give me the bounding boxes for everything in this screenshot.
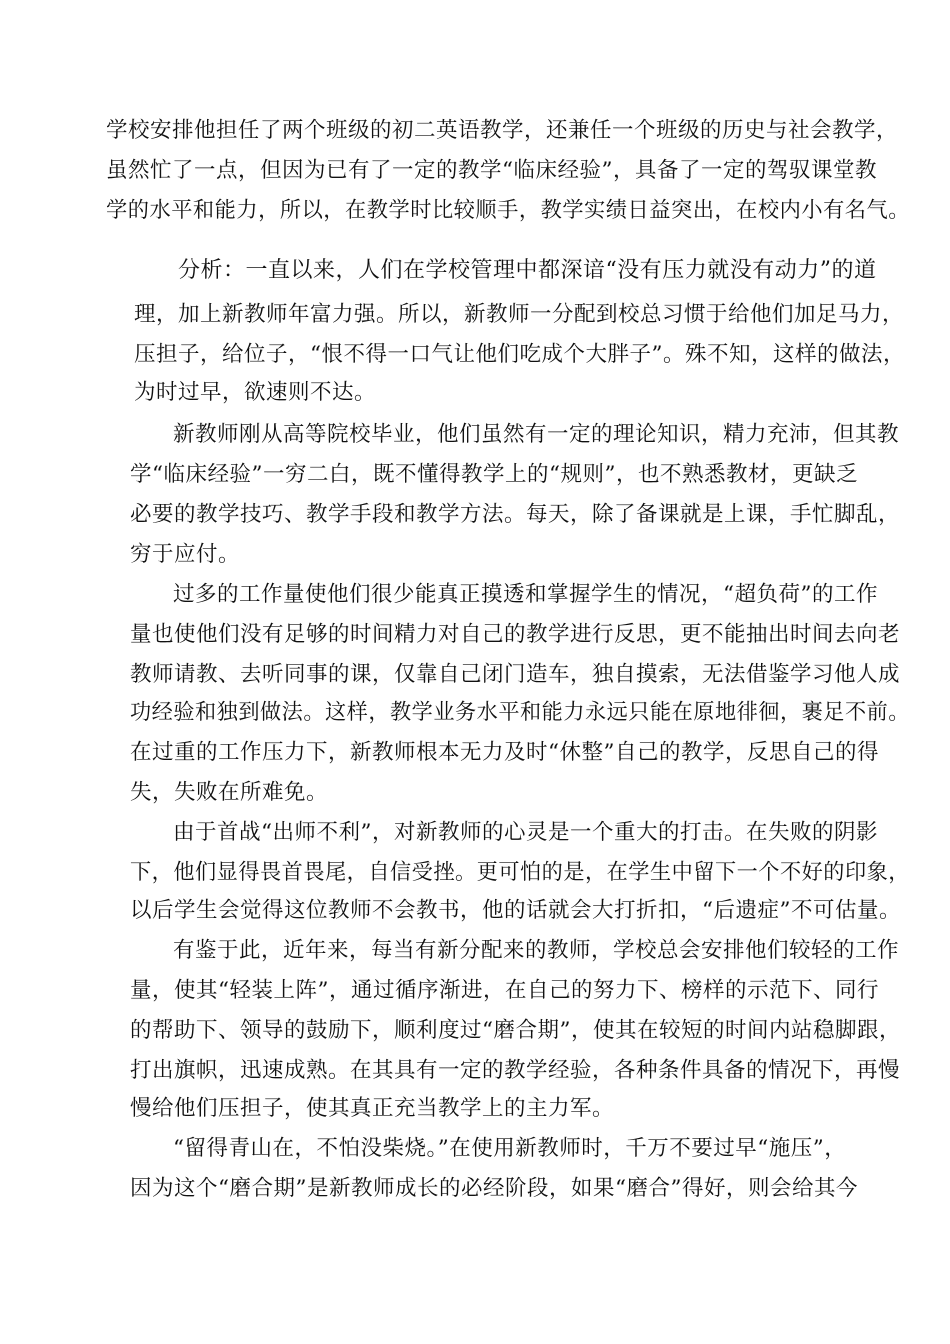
text-line: 由于首战“出师不利”，对新教师的心灵是一个重大的打击。在失败的阴影 [173, 820, 878, 845]
text-line: 量也使他们没有足够的时间精力对自己的教学进行反思，更不能抽出时间去向老 [130, 622, 901, 647]
text-line: 必要的教学技巧、教学手段和教学方法。每天，除了备课就是上课，手忙脚乱， [130, 502, 901, 527]
text-line: 理，加上新教师年富力强。所以，新教师一分配到校总习惯于给他们加足马力， [134, 302, 905, 327]
text-line: 新教师刚从高等院校毕业，他们虽然有一定的理论知识，精力充沛，但其教 [173, 422, 900, 447]
text-line: 打出旗帜，迅速成熟。在其具有一定的教学经验，各种条件具备的情况下，再慢 [130, 1058, 901, 1083]
text-line: 有鉴于此，近年来，每当有新分配来的教师，学校总会安排他们较轻的工作 [173, 938, 900, 963]
text-line: 虽然忙了一点，但因为已有了一定的教学“临床经验”，具备了一定的驾驭课堂教 [106, 158, 877, 183]
text-line: 为时过早，欲速则不达。 [134, 380, 377, 405]
text-line: 以后学生会觉得这位教师不会教书，他的话就会大打折扣，“后遗症”不可估量。 [130, 898, 901, 923]
text-line: 学的水平和能力，所以，在教学时比较顺手，教学实绩日益突出，在校内小有名气。 [106, 198, 911, 223]
text-line: 在过重的工作压力下，新教师根本无力及时“休整”自己的教学，反思自己的得 [130, 740, 879, 765]
text-line: 因为这个“磨合期”是新教师成长的必经阶段，如果“磨合”得好，则会给其今 [130, 1176, 858, 1201]
text-line: 学“临床经验”一穷二白，既不懂得教学上的“规则”，也不熟悉教材，更缺乏 [130, 462, 858, 487]
text-line: 功经验和独到做法。这样，教学业务水平和能力永远只能在原地徘徊，裹足不前。 [130, 700, 910, 725]
text-line: 的帮助下、领导的鼓励下，顺利度过“磨合期”，使其在较短的时间内站稳脚跟， [130, 1018, 901, 1043]
text-line: 慢给他们压担子，使其真正充当教学上的主力军。 [130, 1096, 615, 1121]
text-line: 量，使其“轻装上阵”，通过循序渐进，在自己的努力下、榜样的示范下、同行 [130, 978, 879, 1003]
text-line: 穷于应付。 [130, 542, 241, 567]
text-line: 失，失败在所难免。 [130, 780, 329, 805]
text-line: 过多的工作量使他们很少能真正摸透和掌握学生的情况，“超负荷”的工作 [173, 582, 878, 607]
text-line: 学校安排他担任了两个班级的初二英语教学，还兼任一个班级的历史与社会教学， [106, 118, 899, 143]
text-line: 下，他们显得畏首畏尾，自信受挫。更可怕的是，在学生中留下一个不好的印象， [130, 860, 910, 885]
text-line: 分析：一直以来，人们在学校管理中都深谙“没有压力就没有动力”的道 [178, 258, 877, 283]
text-line: “留得青山在，不怕没柴烧。”在使用新教师时，千万不要过早“施压”， [173, 1136, 847, 1161]
text-line: 压担子，给位子，“恨不得一口气让他们吃成个大胖子”。殊不知，这样的做法， [134, 342, 905, 367]
text-line: 教师请教、去听同事的课，仅靠自己闭门造车，独自摸索，无法借鉴学习他人成 [130, 662, 901, 687]
